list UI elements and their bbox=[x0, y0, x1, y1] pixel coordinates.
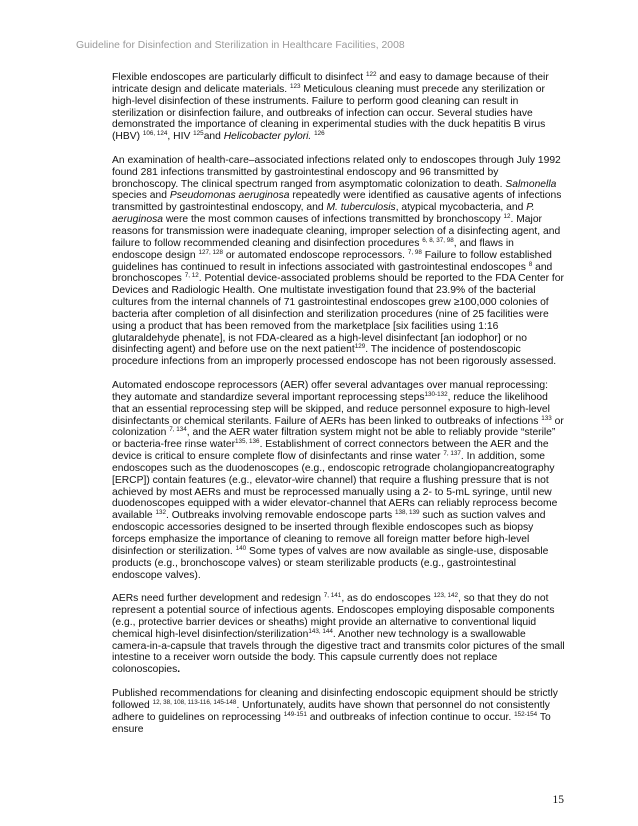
text-run: . Outbreaks involving removable endoscope parts bbox=[166, 510, 395, 522]
paragraph-endoscopy-infections bbox=[76, 155, 566, 368]
text-run: . The incidence of postendoscopic procedure infections from an improperly processed endoscope has not been rigorously assessed. bbox=[112, 344, 557, 368]
citation-superscript: 149-151 bbox=[283, 710, 307, 718]
citation-superscript: 122 bbox=[365, 71, 377, 78]
text-run: and bbox=[203, 131, 224, 143]
citation-superscript: 12 bbox=[503, 213, 511, 221]
citation-superscript: 135, 136 bbox=[235, 438, 260, 446]
italic-term: M. tuberculosis bbox=[326, 202, 396, 214]
citation-superscript: 12, 38, 108, 113-116, 145-148 bbox=[152, 698, 237, 706]
citation-superscript: 138, 139 bbox=[394, 509, 420, 517]
citation-superscript: 7, 98 bbox=[407, 248, 422, 256]
citation-superscript: 7, 134 bbox=[169, 426, 187, 434]
text-run: Meticulous cleaning must precede any sterilization or high-level disinfection of these instruments. Failure to perform good cleaning can result in sterilization or disinfection failure, and outbreaks of infection can occur. Several studies have demonstrated the importance of cleaning in experimental studies with the duck hepatitis B virus (HBV) bbox=[112, 83, 546, 143]
text-run: and easy to damage because of their intricate design and delicate materials. bbox=[112, 72, 549, 95]
citation-superscript: 127, 128 bbox=[198, 248, 223, 256]
running-header: Guideline for Disinfection and Sterilization in Healthcare Facilities, 2008 bbox=[76, 40, 405, 51]
text-run: and outbreaks of infection continue to occur. bbox=[306, 711, 515, 723]
text-run: , and flaws in endoscope design bbox=[112, 237, 514, 261]
paragraph-automated-reprocessors bbox=[76, 380, 566, 581]
text-run: , reduce the likelihood that an essential reprocessing step will be skipped, and reduce personnel exposure to high-level disinfectants or chemical sterilants. Failure of AERs has been linked to outbreaks of infections bbox=[112, 391, 550, 427]
citation-superscript: 123, 142 bbox=[433, 592, 458, 600]
citation-superscript: 143, 144 bbox=[308, 627, 333, 635]
text-run: . Another new technology is a swallowable camera-in-a-capsule that travels through the digestive tract and transmits color pictures of the small intestine to a receiver worn outside the body. This capsule currently does not replace colonoscopies bbox=[112, 628, 565, 676]
italic-term: Helicobacter pylori. bbox=[223, 131, 312, 143]
text-run: , and the AER water filtration system might not be able to reliably provide “sterile” or bacteria-free rinse water bbox=[112, 427, 556, 451]
text-run: and bronchoscopes bbox=[112, 261, 553, 285]
text-run: such as suction valves and endoscopic accessories designed to be inserted through flexible endoscopes such as biopsy forceps emphasize the importance of cleaning to remove all foreign matter before high-level disinfection or sterilization. bbox=[112, 510, 546, 557]
italic-term: Salmonella bbox=[505, 178, 557, 190]
italic-term: P. aeruginosa bbox=[112, 202, 535, 226]
paragraph-published-recommendations bbox=[76, 688, 566, 735]
citation-superscript: 7, 141 bbox=[323, 592, 342, 600]
text-run: , so that they do not represent a potential source of infectious agents. Endoscopes employing disposable components (e.g., protective barrier devices or sheaths) might provide an alternative to conventional liquid chemical high-level disinfection/sterilization bbox=[112, 593, 555, 640]
citation-superscript: 132 bbox=[155, 509, 167, 517]
text-run: , atypical mycobacteria, and bbox=[395, 202, 527, 214]
text-run: or automated endoscope reprocessors. bbox=[222, 249, 408, 261]
citation-superscript: 125 bbox=[193, 130, 204, 138]
text-run: Flexible endoscopes are particularly difficult to disinfect bbox=[112, 72, 366, 83]
citation-superscript: 123 bbox=[290, 82, 301, 90]
text-run: Failure to follow established guidelines has continued to result in infections associated with gastrointestinal endoscopes bbox=[112, 249, 552, 273]
body-text bbox=[76, 72, 566, 735]
citation-superscript: 126 bbox=[314, 130, 325, 138]
text-run: or colonization bbox=[112, 415, 564, 439]
text-run: . In addition, some endoscopes such as the duodenoscopes (e.g., endoscopic retrograde cholangiopancreatography [ERCP]) contain features (e.g., elevator-wire channel) that require a flushing pressure that is not achieved by most AERs and must be reprocessed manually using a 2- to 5-mL syringe, until new duodenoscopes equipped with a wider elevator-channel that AERs can reliably reprocess become available bbox=[112, 451, 558, 522]
citation-superscript: 7, 12 bbox=[184, 272, 199, 280]
italic-term: Pseudomonas aeruginosa bbox=[169, 190, 290, 202]
citation-superscript: 129 bbox=[354, 343, 366, 351]
text-run: . Potential device-associated problems should be reported to the FDA Center for Devices and Radiologic Health. One multistate investigation found that 23.9% of the bacterial cultures from the internal channels of 71 gastrointestinal endoscopes grew ≥100,000 colonies of bacteria after completion of all disinfection and sterilization procedures (nine of 25 facilities were using a product that has been removed from the marketplace [six facilities using 1:16 glutaraldehyde phenate], is not FDA-cleared as a high-level disinfectant [an iodophor] or no disinfecting agent) and before use on the next patient bbox=[112, 273, 564, 356]
text-run: repeatedly were identified as causative agents of infections transmitted by gastrointestinal endoscopy, and bbox=[112, 190, 562, 214]
citation-superscript: 106, 124 bbox=[142, 130, 168, 138]
text-run: To ensure bbox=[112, 711, 551, 735]
text-run: . Establishment of correct connectors between the AER and the device is critical to ensure complete flow of disinfectants and rinse water bbox=[112, 439, 549, 463]
text-run: . Unfortunately, audits have shown that personnel do not consistently adhere to guidelines on reprocessing bbox=[112, 699, 550, 723]
paragraph-aer-redesign bbox=[76, 593, 566, 676]
text-run: species and bbox=[112, 190, 170, 202]
text-run: Published recommendations for cleaning and disinfecting endoscopic equipment should be strictly followed bbox=[112, 688, 558, 711]
paragraph-endoscope-cleaning bbox=[76, 72, 566, 143]
text-run: were the most common causes of infections transmitted by bronchoscopy bbox=[162, 214, 504, 226]
text-run: Automated endoscope reprocessors (AER) offer several advantages over manual reprocessing: they automate and standardize several important reprocessing steps bbox=[112, 380, 548, 403]
citation-superscript: 7, 137 bbox=[443, 450, 461, 458]
text-run: . Major reasons for transmission were inadequate cleaning, improper selection of a disinfecting agent, and failure to follow recommended cleaning and disinfection procedures bbox=[112, 214, 561, 249]
bold-run: . bbox=[177, 664, 181, 676]
citation-superscript: 130-132 bbox=[424, 390, 448, 398]
text-run: , as do endoscopes bbox=[341, 593, 434, 605]
citation-superscript: 140 bbox=[235, 544, 247, 552]
citation-superscript: 133 bbox=[541, 414, 552, 422]
page-number: 15 bbox=[552, 794, 564, 806]
text-run: An examination of health-care–associated infections related only to endoscopes through July 1992 found 281 infections transmitted by gastrointestinal endoscopy and 96 transmitted by bronchoscopy. The clinical spectrum ranged from asymptomatic colonization to death. bbox=[112, 154, 561, 190]
citation-superscript: 8 bbox=[528, 260, 533, 268]
text-run: , HIV bbox=[167, 131, 194, 143]
text-run: AERs need further development and redesign bbox=[112, 593, 324, 605]
citation-superscript: 152-154 bbox=[514, 710, 538, 718]
citation-superscript: 6, 8, 37, 98 bbox=[422, 236, 454, 244]
text-run: Some types of valves are now available as single-use, disposable products (e.g., bronchoscope valves) or steam sterilizable products (e.g., gastrointestinal endoscope valves). bbox=[112, 545, 549, 581]
